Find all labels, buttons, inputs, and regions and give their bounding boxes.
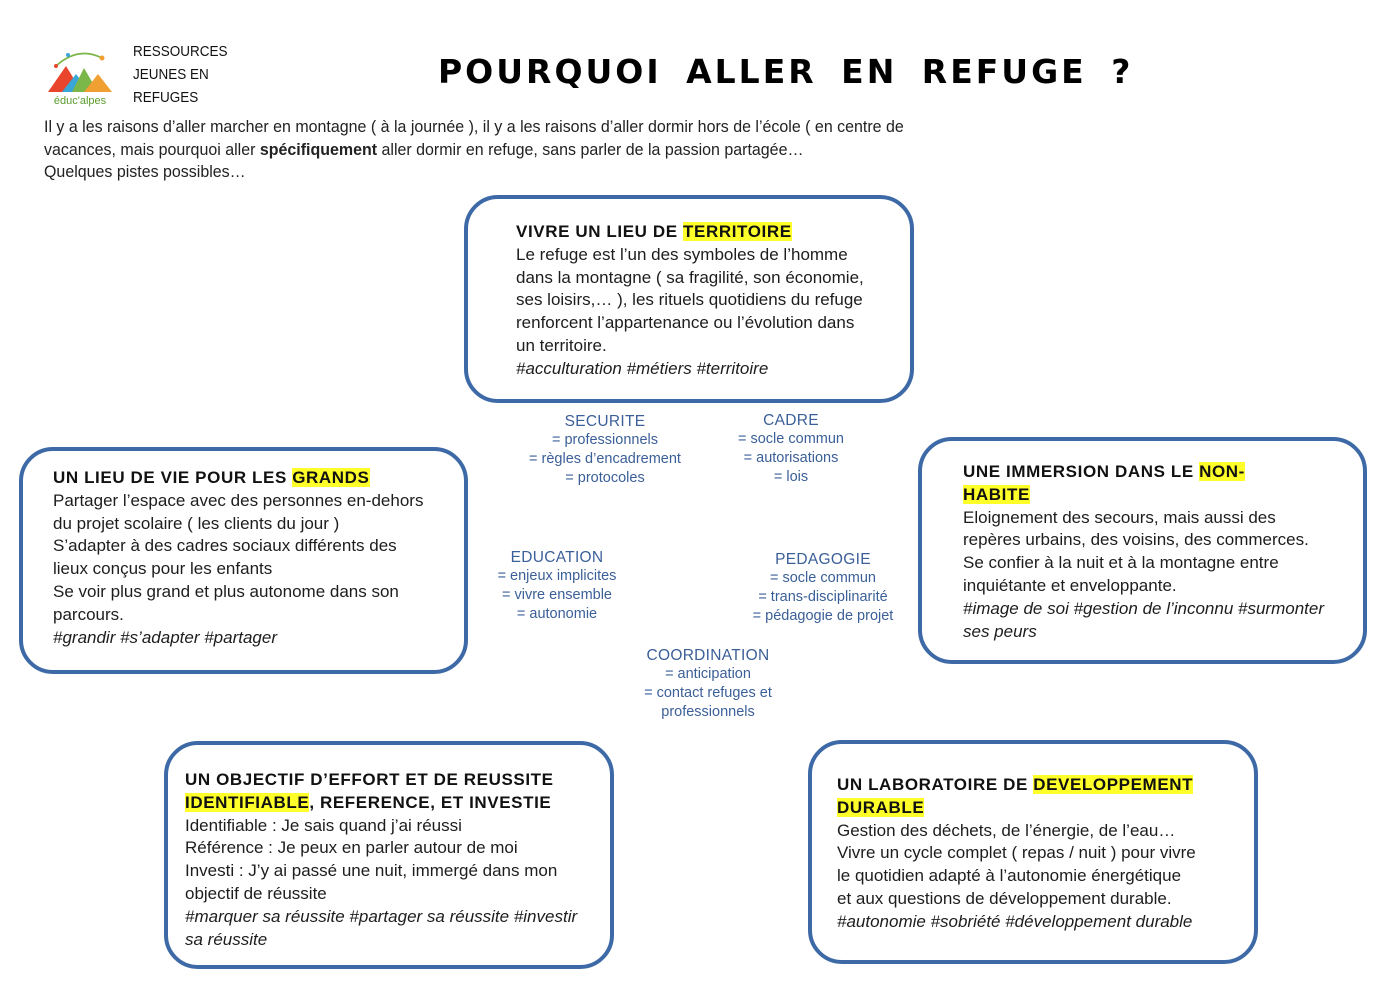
card-line: du projet scolaire ( les clients du jour )	[53, 513, 340, 533]
card-line: Vivre un cycle complet ( repas / nuit ) pour vivre	[837, 843, 1196, 863]
card-tags: #marquer sa réussite #partager sa réussite #investir	[185, 906, 578, 926]
card-line: Partager l’espace avec des personnes en-dehors	[53, 490, 424, 510]
card-line: le quotidien adapté à l’autonomie énergétique	[837, 866, 1182, 886]
card-line: ses loisirs,… ), les rituels quotidiens du refuge	[516, 290, 863, 310]
brand-label	[133, 40, 228, 109]
card-line: Le refuge est l’un des symboles de l’homme	[516, 244, 848, 264]
intro-line: Quelques pistes possibles…	[44, 162, 246, 181]
heading-text: UN LABORATOIRE DE	[837, 775, 1034, 794]
group-item: = enjeux implicites	[497, 568, 617, 584]
educalpes-logo	[44, 44, 116, 108]
group-item: = socle commun	[770, 570, 876, 586]
group-item: = anticipation	[665, 666, 751, 682]
card-territoire	[464, 195, 914, 403]
card-line: Eloignement des secours, mais aussi des	[963, 507, 1276, 527]
group-item: = professionnels	[552, 432, 658, 448]
card-line: inquiétante et enveloppante.	[963, 575, 1177, 595]
group-item: = socle commun	[738, 431, 844, 447]
intro-text: vacances, mais pourquoi aller	[44, 139, 260, 159]
card-line: et aux questions de développement durable.	[837, 888, 1172, 908]
card-line: Se voir plus grand et plus autonome dans son	[53, 581, 399, 601]
heading-highlight: IDENTIFIABLE	[185, 792, 310, 812]
card-heading	[53, 467, 463, 490]
intro-text: aller dormir en refuge, sans parler de la passion partagée…	[377, 139, 804, 159]
card-heading	[516, 221, 906, 244]
heading-highlight: TERRITOIRE	[683, 222, 792, 241]
card-heading	[963, 461, 1363, 484]
card-heading	[837, 774, 1247, 797]
card-tags: #grandir #s’adapter #partager	[53, 627, 277, 647]
card-line: un territoire.	[516, 335, 607, 355]
center-education	[482, 548, 632, 624]
card-line: renforcent l’appartenance ou l’évolution dans	[516, 313, 855, 333]
card-effort	[164, 741, 614, 969]
card-tags: #image de soi #gestion de l’inconnu #surmonter	[963, 598, 1325, 618]
page-title: POURQUOI ALLER EN REFUGE ?	[438, 52, 1134, 91]
card-heading-line2	[185, 792, 610, 815]
heading-highlight: HABITE	[963, 484, 1030, 504]
card-tags: #acculturation #métiers #territoire	[516, 358, 769, 378]
group-title: EDUCATION	[510, 549, 604, 566]
brand-line: RESSOURCES	[133, 43, 228, 60]
card-non-habite	[918, 437, 1367, 664]
group-item: = autonomie	[516, 606, 598, 622]
card-durable	[808, 740, 1258, 964]
mountain-logo-icon	[44, 44, 116, 108]
card-line: Gestion des déchets, de l’énergie, de l’eau…	[837, 820, 1176, 840]
center-coordination	[628, 646, 788, 722]
center-pedagogie	[738, 550, 908, 626]
heading-highlight: DEVELOPPEMENT	[1033, 775, 1194, 794]
card-line: lieux conçus pour les enfants	[53, 559, 273, 579]
center-cadre	[710, 411, 872, 487]
brand-line: JEUNES EN	[133, 66, 209, 83]
card-tags: #autonomie #sobriété #développement durable	[837, 911, 1193, 931]
heading-highlight: GRANDS	[292, 468, 370, 487]
card-line: repères urbains, des voisins, des commerces.	[963, 530, 1309, 550]
group-item: = lois	[773, 469, 809, 485]
heading-text: , REFERENCE, ET INVESTIE	[309, 792, 552, 812]
group-item: = contact refuges et	[644, 685, 772, 701]
card-line: Référence : Je peux en parler autour de moi	[185, 838, 518, 858]
card-line: S’adapter à des cadres sociaux différents des	[53, 536, 397, 556]
heading-highlight: DURABLE	[837, 797, 925, 817]
group-title: PEDAGOGIE	[775, 551, 871, 568]
svg-text:éduc'alpes: éduc'alpes	[53, 95, 107, 107]
card-line: Investi : J’y ai passé une nuit, immergé dans mon	[185, 861, 558, 881]
heading-highlight: NON-	[1199, 462, 1245, 481]
intro-paragraph	[44, 116, 993, 184]
card-line: Se confier à la nuit et à la montagne entre	[963, 553, 1279, 573]
group-item: = règles d’encadrement	[529, 451, 681, 467]
group-item: professionnels	[661, 704, 755, 720]
group-item: = trans-disciplinarité	[758, 589, 888, 605]
card-line: Identifiable : Je sais quand j’ai réussi	[185, 815, 462, 835]
heading-text: UNE IMMERSION DANS LE	[963, 462, 1200, 481]
heading-text: VIVRE UN LIEU DE	[516, 222, 684, 241]
intro-emphasis: spécifiquement	[259, 139, 378, 159]
group-title: CADRE	[763, 412, 819, 429]
group-item: = pédagogie de projet	[752, 608, 894, 624]
heading-text: UN LIEU DE VIE POUR LES	[53, 468, 293, 487]
card-tags: ses peurs	[963, 621, 1037, 641]
group-title: SECURITE	[564, 413, 646, 430]
group-item: = protocoles	[565, 470, 645, 486]
intro-line: Il y a les raisons d’aller marcher en montagne ( à la journée ), il y a les raisons d’aller dormir hors de l’école ( en centre de	[44, 117, 904, 136]
group-item: = autorisations	[743, 450, 839, 466]
brand-line: REFUGES	[133, 89, 199, 106]
card-line: parcours.	[53, 604, 124, 624]
center-securite	[505, 412, 705, 488]
card-grands	[19, 447, 468, 674]
card-heading-line2	[837, 797, 1247, 820]
card-heading-line2	[963, 484, 1363, 507]
group-item: = vivre ensemble	[501, 587, 612, 603]
group-title: COORDINATION	[646, 647, 770, 664]
card-line: objectif de réussite	[185, 883, 327, 903]
card-tags: sa réussite	[185, 929, 268, 949]
card-heading: UN OBJECTIF D’EFFORT ET DE REUSSITE	[185, 770, 554, 789]
card-line: dans la montagne ( sa fragilité, son économie,	[516, 267, 864, 287]
intro-line	[44, 139, 993, 162]
